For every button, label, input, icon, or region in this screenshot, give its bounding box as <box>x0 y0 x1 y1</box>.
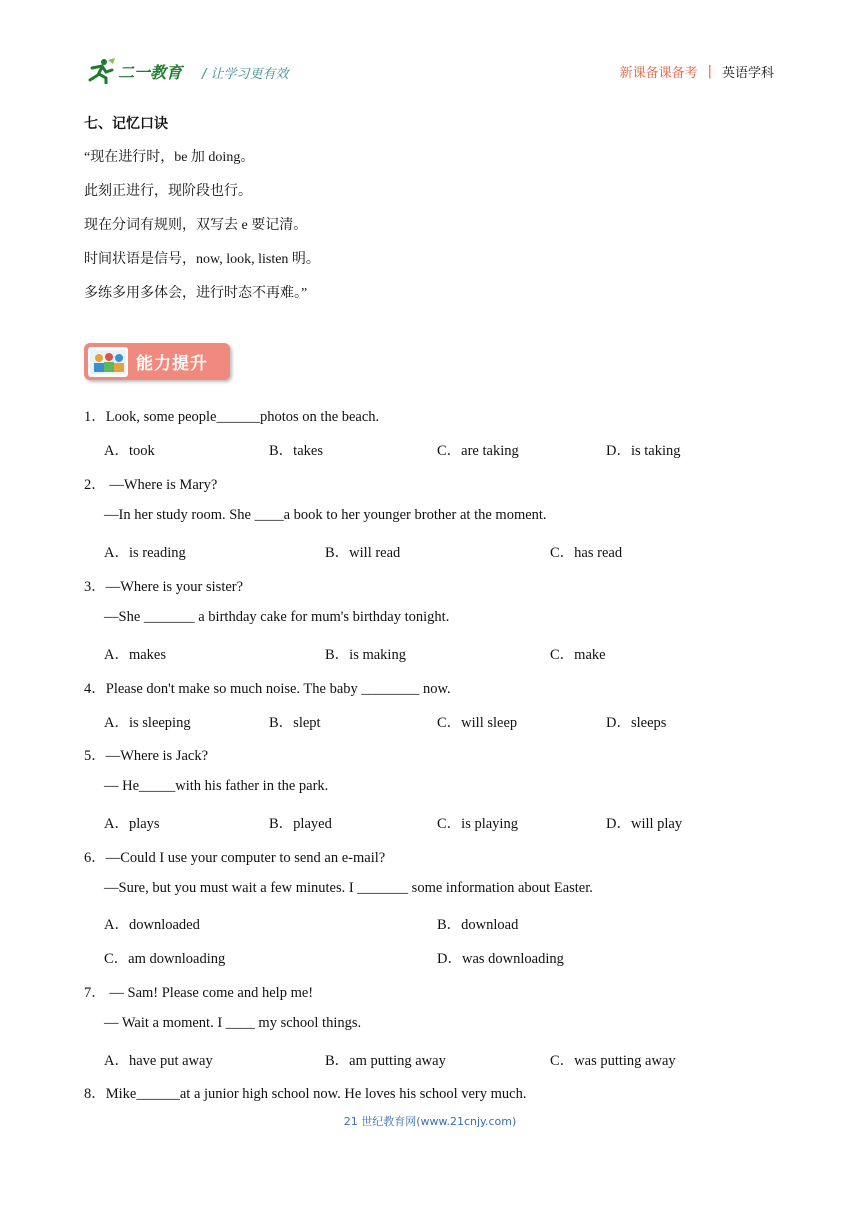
mnemonic-line: 多练多用多体会，进行时态不再难。” <box>84 286 308 301</box>
question-stem: 1．Look, some people______photos on the beach. <box>84 409 380 425</box>
option-d: D．will play <box>606 816 683 832</box>
slogan: / 让学习更有效 <box>202 67 289 82</box>
option-a: A．makes <box>104 647 167 663</box>
option-b: B．download <box>437 917 519 933</box>
option-a: A．plays <box>104 816 160 832</box>
people-icon <box>88 347 128 377</box>
header-right <box>620 62 774 81</box>
mnemonic-line: 时间状语是信号，now, look, listen 明。 <box>84 252 320 267</box>
option-a: A．downloaded <box>104 917 200 933</box>
option-c: C．make <box>550 647 606 663</box>
option-d: D．sleeps <box>606 715 667 731</box>
question-reply: —Sure, but you must wait a few minutes. I _______ some information about Easter. <box>104 880 593 896</box>
question-stem: 3．—Where is your sister? <box>84 579 244 595</box>
option-a: A．is reading <box>104 545 186 561</box>
question-reply: —In her study room. She ____a book to her younger brother at the moment. <box>104 507 547 523</box>
option-d: D．is taking <box>606 443 681 459</box>
option-a: A．have put away <box>104 1053 213 1069</box>
mnemonic-line: 此刻正进行，现阶段也行。 <box>84 184 252 199</box>
option-c: C．am downloading <box>104 951 226 967</box>
question-reply: —She _______ a birthday cake for mum's birthday tonight. <box>104 609 450 625</box>
mnemonic-line: “现在进行时，be 加 doing。 <box>84 150 255 165</box>
question-reply: — Wait a moment. I ____ my school things. <box>104 1015 362 1031</box>
section-badge <box>84 343 230 380</box>
question-stem: 8．Mike______at a junior high school now. He loves his school very much. <box>84 1086 527 1102</box>
option-b: B．is making <box>325 647 406 663</box>
option-b: B．played <box>269 816 332 832</box>
option-b: B．slept <box>269 715 321 731</box>
logo-text: 二一教育 <box>118 62 183 82</box>
option-b: B．will read <box>325 545 401 561</box>
badge-label: 能力提升 <box>136 354 208 374</box>
option-a: A．took <box>104 443 155 459</box>
option-c: C．is playing <box>437 816 518 832</box>
option-c: C．are taking <box>437 443 519 459</box>
logo <box>84 58 182 84</box>
question-stem: 4．Please don't make so much noise. The baby ________ now. <box>84 681 451 697</box>
option-b: B．takes <box>269 443 323 459</box>
option-d: D．was downloading <box>437 951 564 967</box>
question-stem: 5．—Where is Jack? <box>84 748 209 764</box>
question-stem: 7． — Sam! Please come and help me! <box>84 985 314 1001</box>
header-divider: | <box>707 64 712 79</box>
page-header <box>84 56 774 90</box>
option-c: C．was putting away <box>550 1053 676 1069</box>
runner-logo-icon <box>84 58 116 84</box>
subject-label: 英语学科 <box>721 66 774 81</box>
section-title: 七、记忆口诀 <box>84 117 168 132</box>
footer: 21 世纪教育网(www.21cnjy.com) <box>343 1115 517 1128</box>
question-stem: 6．—Could I use your computer to send an e-mail? <box>84 850 386 866</box>
option-c: C．will sleep <box>437 715 518 731</box>
option-a: A．is sleeping <box>104 715 191 731</box>
question-reply: — He_____with his father in the park. <box>104 778 329 794</box>
question-stem: 2． —Where is Mary? <box>84 477 218 493</box>
mnemonic-line: 现在分词有规则，双写去 e 要记清。 <box>84 218 308 233</box>
option-c: C．has read <box>550 545 623 561</box>
course-label: 新课备课备考 <box>619 66 698 81</box>
option-b: B．am putting away <box>325 1053 446 1069</box>
